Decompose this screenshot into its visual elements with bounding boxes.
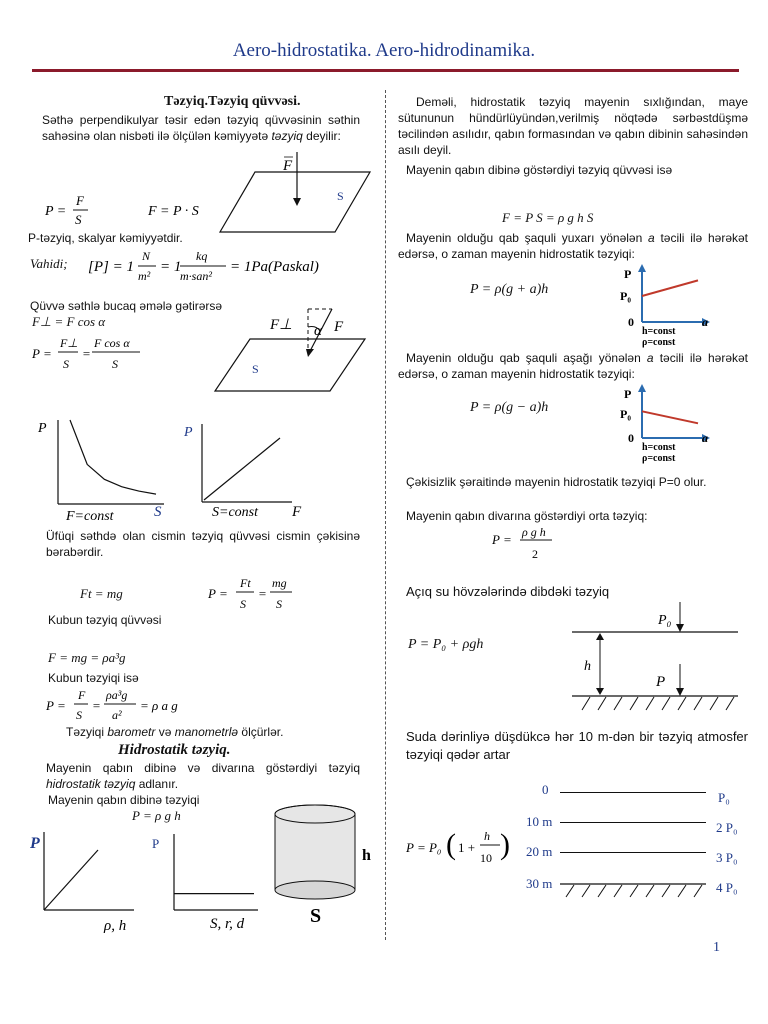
right-paragraph-4 [398, 350, 748, 382]
chart3-ylabel: P [624, 267, 632, 281]
hydro-term: hidrostatik təzyiq [46, 777, 136, 791]
svg-text:[P] = 1: [P] = 1 [88, 259, 134, 275]
depth-label: 20 m [526, 844, 553, 859]
svg-text:F: F [76, 193, 84, 208]
hydro-definition [46, 760, 360, 792]
svg-text:S: S [276, 597, 282, 611]
chart2-xlabel: F [292, 504, 302, 520]
measure-text [66, 724, 283, 740]
intro-pre: Səthə perpendikulyar təsir edən təzyiq qüvvəsinin səthin sahəsinə olan nisbəti ilə ölçülən kəmiyyətə [42, 113, 360, 143]
basin-label-p: P [656, 674, 666, 690]
svg-text:): ) [500, 828, 510, 861]
right-formula-3: P = ρ(g + a)h [470, 282, 549, 297]
svg-text:N: N [142, 249, 151, 263]
chart5-ylabel: P [30, 835, 40, 852]
horiz-formula-1: Ft = mg [80, 586, 123, 601]
angle-formula-1: F⊥ = F cos α [32, 314, 106, 329]
chart4-condition-h: h=const [642, 442, 676, 453]
measure-mid: və [155, 725, 175, 739]
seabed-hatching [556, 880, 710, 900]
chart1-ylabel: P [38, 421, 47, 436]
pressure-label: 3 P₀ [716, 850, 738, 865]
measure-post: ölçürlər. [238, 725, 284, 739]
right-paragraph-5: Çəkisizlik şəraitində mayenin hidrostatik təzyiqi P=0 olur. [406, 475, 707, 489]
chart4-p0: P₀ [620, 407, 631, 421]
chart2-ylabel: P [184, 425, 193, 440]
unit-formula [86, 244, 346, 286]
svg-text:= 1: = 1 [160, 259, 182, 275]
svg-text:P =: P = [208, 586, 228, 601]
chart-p-vs-a-up [618, 264, 718, 348]
p3-pre: Mayenin olduğu qab şaquli yuxarı yönələn [406, 231, 649, 245]
right-formula-8 [404, 822, 514, 870]
svg-text:S: S [75, 212, 82, 227]
p4-a: a [646, 351, 654, 365]
depth-levels-figure [520, 782, 748, 906]
chart3-xlabel: a [702, 315, 708, 329]
plane2-label-S: S [252, 362, 259, 376]
right-formula-7: P = P₀ + ρgh [408, 637, 484, 652]
chart3-condition-rho: ρ=const [642, 337, 676, 348]
open-basin-figure [568, 600, 748, 716]
intro-term: təzyiq [271, 129, 303, 143]
svg-text:P =: P = [32, 346, 52, 361]
hydro-pre: Mayenin qabın dibinə və divarına göstərdiyi təzyiq [46, 761, 360, 775]
chart4-line [642, 411, 698, 423]
plane-figure-normal [215, 142, 375, 242]
chart4-ylabel: P [624, 387, 632, 401]
chart-p-vs-a-down [618, 384, 718, 466]
chart3-line [642, 280, 698, 296]
depth-label: 10 m [526, 814, 553, 829]
svg-text:P =: P = [45, 204, 67, 219]
p-definition: P-təzyiq, skalyar kəmiyyətdir. [28, 231, 183, 245]
svg-text:= 1Pa(Paskal): = 1Pa(Paskal) [230, 259, 319, 275]
svg-text:= ρ a g: = ρ a g [140, 698, 178, 713]
svg-text:ρ g h: ρ g h [522, 525, 546, 539]
plane2-label-alpha: α [314, 323, 322, 339]
svg-text:P =: P = [46, 698, 66, 713]
hydro-post: adlanır. [135, 777, 179, 791]
title-rule [32, 69, 739, 72]
plane2-label-F: F [334, 319, 344, 335]
cylinder-label-h: h [362, 847, 371, 864]
svg-text:h: h [484, 829, 490, 843]
svg-text:P =: P = [492, 532, 512, 547]
horiz-formula-2 [206, 570, 316, 614]
bottom-pressure-label: Mayenin qabın dibinə təzyiqi [48, 793, 200, 807]
depth-level-row [520, 844, 748, 864]
basin-label-h: h [584, 659, 591, 674]
formula-p-f-s [40, 188, 220, 228]
svg-text:F⊥: F⊥ [60, 336, 78, 350]
cube-force-label: Kubun təzyiq qüvvəsi [48, 613, 162, 627]
svg-text:a²: a² [112, 708, 122, 722]
chart6-ylabel: P [152, 836, 160, 851]
right-paragraph-3 [398, 230, 748, 262]
section-title-hydrostatic: Hidrostatik təzyiq. [118, 742, 231, 758]
measure-pre: Təzyiqi [66, 725, 108, 739]
depth-line [560, 792, 706, 793]
depth-line [560, 822, 706, 823]
svg-text:kq: kq [196, 249, 208, 263]
chart3-p0: P₀ [620, 289, 631, 303]
right-formula-4: P = ρ(g − a)h [470, 400, 549, 415]
intro-post: deyilir: [302, 129, 341, 143]
page-title: Aero-hidrostatika. Aero-hidrodinamika. [232, 40, 536, 61]
svg-text:ρa³g: ρa³g [106, 688, 128, 702]
depth-line [560, 852, 706, 853]
chart-p-vs-s [36, 416, 176, 526]
pressure-label: P₀ [718, 790, 730, 805]
svg-text:(: ( [446, 828, 456, 861]
cube-force-formula: F = mg = ρa³g [48, 650, 126, 665]
cylinder-label-S: S [310, 905, 322, 927]
svg-text:F = P · S: F = P · S [148, 204, 199, 219]
measure-term-1: barometr [107, 725, 156, 739]
svg-text:S: S [240, 597, 246, 611]
right-paragraph-2: Mayenin qabın dibinə göstərdiyi təzyiq qüvvəsi isə [406, 163, 673, 177]
p4-pre: Mayenin olduğu qab şaquli aşağı yönələn [406, 351, 647, 365]
svg-text:m·san²: m·san² [180, 269, 212, 283]
chart2-note: S=const [212, 505, 258, 520]
right-paragraph-6: Mayenin qabın divarına göstərdiyi orta təzyiq: [406, 509, 648, 523]
depth-level-row [520, 814, 748, 834]
chart-p-vs-f [180, 420, 320, 526]
chart-p-vs-s-r-d [150, 830, 270, 934]
p3-post: təcili ilə hərəkət edərsə, o zaman mayenin hidrostatik təzyiqi: [398, 231, 749, 261]
depth-level-row [520, 782, 748, 805]
bottom-pressure-formula: P = ρ g h [132, 808, 181, 823]
p3-a: a [648, 231, 655, 245]
svg-text:P = P₀: P = P₀ [406, 840, 442, 855]
svg-text:F cos α: F cos α [94, 336, 130, 350]
right-paragraph-7: Açıq su hövzələrində dibdəki təzyiq [406, 584, 610, 599]
angle-formula-2 [28, 330, 208, 374]
svg-text:m²: m² [138, 269, 151, 283]
right-paragraph-8: Suda dərinliyə düşdükcə hər 10 m-dən bir təzyiq atmosfer təzyiqi qədər artar [406, 729, 748, 762]
chart4-zero: 0 [628, 431, 634, 445]
intro-paragraph [42, 112, 360, 144]
cylinder-figure [270, 800, 385, 930]
svg-text:1 +: 1 + [458, 840, 476, 855]
chart4-xlabel: a [702, 431, 708, 445]
horizontal-surface-text: Üfüqi səthdə olan cismin təzyiq qüvvəsi cismin çəkisinə bərabərdir. [46, 529, 360, 559]
chart1-note: F=const [66, 509, 114, 524]
right-paragraph-1: Deməli, hidrostatik təzyiq mayenin sıxlığından, maye sütununun hündürlüyündən,verilmiş nöqtədə sərbəstdüşmə təcilindən asılıdır, qabın formasından və qabın dibinin sahəsindən asılı deyil. [398, 95, 748, 157]
chart3-condition-h: h=const [642, 326, 676, 337]
unit-label: Vahidi; [30, 256, 68, 271]
pressure-label: 2 P₀ [716, 820, 738, 835]
depth-label: 0 [542, 782, 549, 797]
cube-pressure-formula [44, 684, 234, 724]
p4-post: təcili ilə hərəkət edərsə, o zaman mayenin hidrostatik təzyiqi: [398, 351, 748, 381]
svg-text:mg: mg [272, 576, 287, 590]
chart-p-vs-rho-h [28, 828, 148, 934]
svg-text:10: 10 [480, 851, 492, 865]
right-formula-2: F = P S = ρ g h S [502, 210, 594, 225]
svg-text:=: = [82, 346, 91, 361]
svg-text:=: = [92, 698, 101, 713]
plane-label-F: F [283, 158, 293, 174]
chart1-curve [70, 420, 156, 494]
svg-text:Ft: Ft [240, 576, 251, 590]
chart5-xlabel: ρ, h [104, 918, 127, 934]
depth-label: 30 m [526, 876, 553, 891]
section-title-pressure: Təzyiq.Təzyiq qüvvəsi. [164, 94, 301, 109]
basin-label-p0: P₀ [658, 613, 672, 628]
svg-text:2: 2 [532, 547, 538, 561]
svg-text:=: = [258, 586, 267, 601]
plane2-label-fperp: F⊥ [270, 317, 293, 333]
column-divider [385, 90, 386, 940]
chart6-xlabel: S, r, d [210, 916, 245, 932]
plane-figure-inclined [210, 305, 375, 395]
chart1-xlabel: S [154, 504, 162, 520]
page-number: 1 [713, 940, 720, 955]
plane-label-S: S [337, 189, 344, 203]
depth-level-row [520, 876, 748, 904]
chart4-condition-rho: ρ=const [642, 453, 676, 464]
chart5-line [44, 850, 98, 910]
angle-text: Qüvvə səthlə bucaq əmələ gətirərsə [30, 299, 223, 313]
measure-term-2: manometrlə [174, 725, 239, 739]
chart3-zero: 0 [628, 315, 634, 329]
chart2-line [204, 438, 280, 500]
cube-pressure-label: Kubun təzyiqi isə [48, 671, 139, 685]
right-formula-6 [490, 524, 590, 568]
svg-text:F: F [78, 688, 86, 702]
svg-text:S: S [76, 708, 82, 722]
svg-text:S: S [112, 357, 118, 371]
svg-text:S: S [63, 357, 69, 371]
pressure-label: 4 P₀ [716, 880, 738, 895]
